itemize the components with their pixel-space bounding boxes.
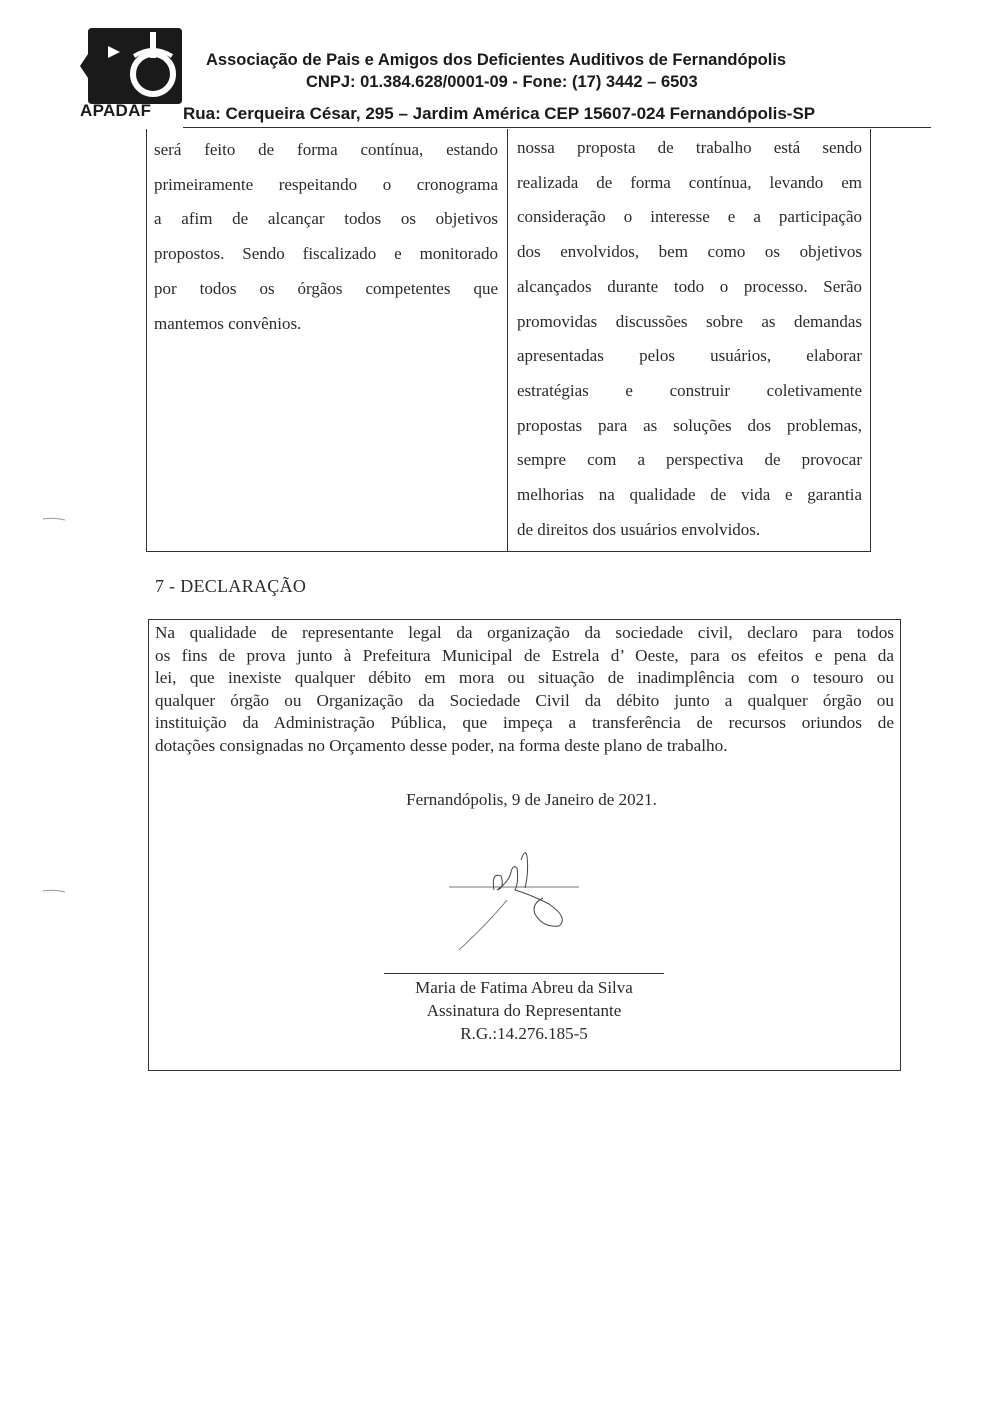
signatory-rg: R.G.:14.276.185-5 [460,1024,588,1043]
text-line: nossa proposta de trabalho está sendo [517,138,862,157]
text-line: realizada de forma contínua, levando em [517,172,862,192]
text-line: a afim de alcançar todos os objetivos [154,209,498,229]
text-line: será feito de forma contínua, estando [154,140,498,159]
text-line: de direitos dos usuários envolvidos. [517,519,761,539]
org-cnpj-phone: CNPJ: 01.384.628/0001-09 - Fone: (17) 3442 – 6503 [306,73,698,91]
text-line: instituição da Administração Pública, que impeça a transferência de recursos oriundos de [155,713,894,733]
signature-line [384,973,664,974]
text-line: propostas para as soluções dos problemas, [517,415,862,435]
text-line: por todos os órgãos competentes que [154,278,498,298]
margin-mark [42,880,66,882]
text-line: apresentadas pelos usuários, elaborar [517,346,862,366]
text-line: Na qualidade de representante legal da organização da sociedade civil, declaro para todos [155,623,894,642]
section-title: 7 - DECLARAÇÃO [155,576,307,596]
text-line: melhorias na qualidade de vida e garantia [517,485,862,505]
apadaf-logo-icon [78,26,184,106]
table-column-divider [507,129,508,551]
signatory-role: Assinatura do Representante [426,1001,622,1020]
text-line: consideração o interesse e a participação [517,207,862,227]
text-line: sempre com a perspectiva de provocar [517,450,862,470]
signatory-name: Maria de Fatima Abreu da Silva [415,978,633,997]
logo-wordmark: APADAF [80,101,152,120]
text-line: estratégias e construir coletivamente [517,380,862,400]
work-plan-table [146,129,871,552]
signatory-block [384,976,664,1045]
text-line: alcançados durante todo o processo. Serão [517,276,862,296]
text-line: mantemos convênios. [154,313,302,333]
declaration-box [148,619,901,1071]
org-name: Associação de Pais e Amigos dos Deficientes Auditivos de Fernandópolis [206,51,787,69]
margin-mark [42,508,66,510]
table-cell-left [154,133,498,341]
declaration-text [155,622,894,758]
text-line: primeiramente respeitando o cronograma [154,174,498,194]
text-line: lei, que inexiste qualquer débito em mora ou situação de inadimplência com o tesouro ou [155,668,894,688]
text-line: dotações consignadas no Orçamento desse poder, na forma deste plano de trabalho. [155,735,728,755]
header-divider [183,127,931,128]
handwritten-signature-icon [439,842,589,952]
org-address: Rua: Cerqueira César, 295 – Jardim América CEP 15607-024 Fernandópolis-SP [183,104,816,123]
text-line: promovidas discussões sobre as demandas [517,311,862,331]
text-line: propostos. Sendo fiscalizado e monitorado [154,244,498,264]
text-line: dos envolvidos, bem como os objetivos [517,242,862,262]
text-line: os fins de prova junto à Prefeitura Municipal de Estrela d’ Oeste, para os efeitos e pena da [155,645,894,665]
place-date: Fernandópolis, 9 de Janeiro de 2021. [406,790,657,809]
table-cell-right [517,131,862,547]
text-line: qualquer órgão ou Organização da Sociedade Civil da débito junto a qualquer órgão ou [155,690,894,710]
